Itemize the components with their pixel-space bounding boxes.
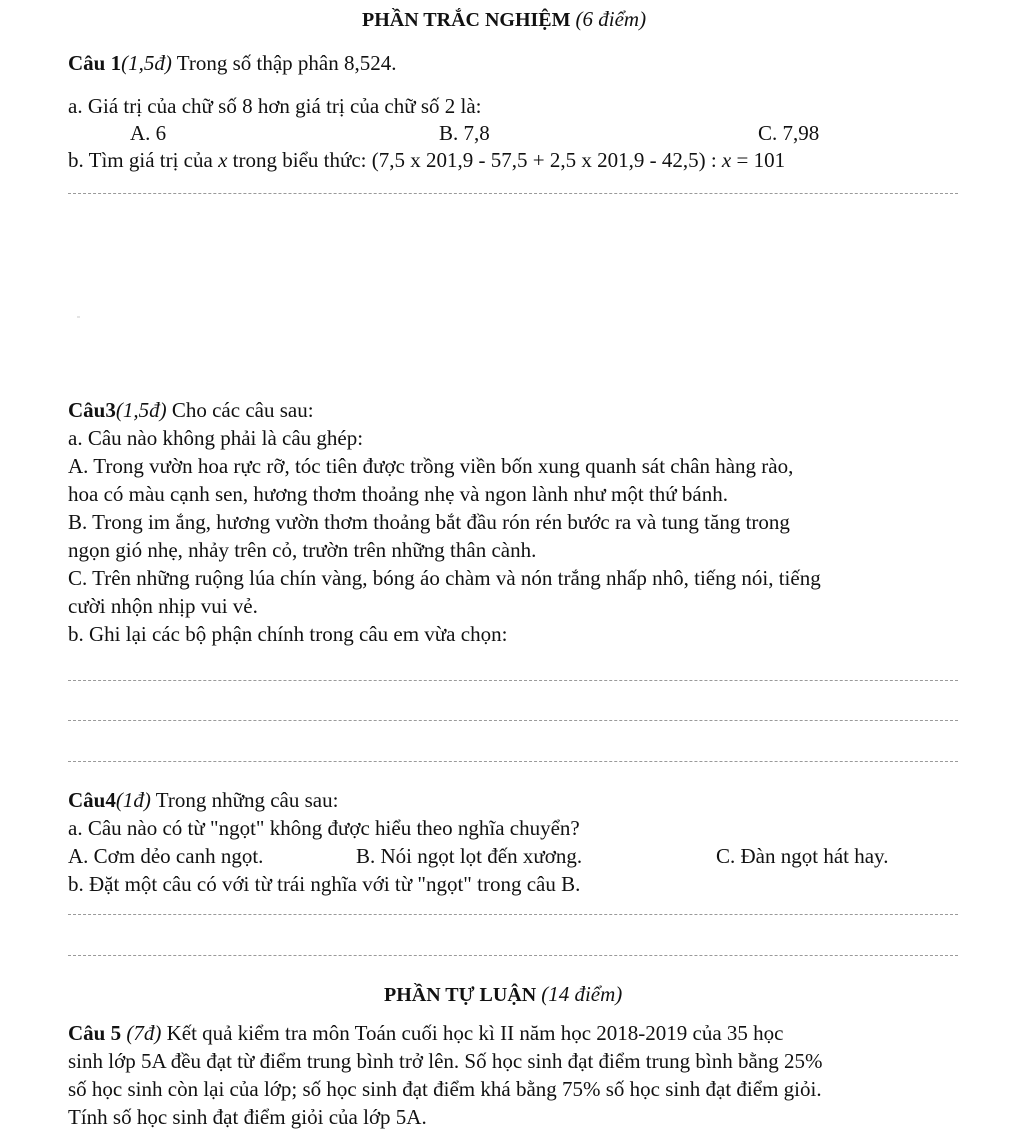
section-title-text: PHẦN TỰ LUẬN bbox=[384, 984, 537, 1006]
question-label: Câu3 bbox=[68, 398, 116, 422]
question-4a-text: a. Câu nào có từ "ngọt" không được hiểu theo nghĩa chuyển? bbox=[68, 816, 580, 840]
answer-line bbox=[68, 761, 958, 762]
question-points: (1,5đ) bbox=[115, 398, 167, 422]
question-label: Câu 5 bbox=[68, 1021, 122, 1045]
question-3-header bbox=[68, 397, 314, 424]
answer-line bbox=[68, 955, 958, 956]
question-label: Câu 1 bbox=[68, 51, 122, 75]
question-1-header bbox=[68, 50, 396, 77]
question-label: Câu4 bbox=[68, 788, 116, 812]
section-title-essay bbox=[384, 981, 622, 1009]
question-1b-expression: trong biểu thức: (7,5 x 201,9 - 57,5 + 2,5 x 201,9 - 42,5) : bbox=[227, 148, 722, 172]
question-text: Kết quả kiểm tra môn Toán cuối học kì II năm học 2018-2019 của 35 học bbox=[161, 1021, 784, 1045]
answer-option-b: B. 7,8 bbox=[439, 121, 490, 145]
section-points: (6 điểm) bbox=[575, 7, 647, 31]
question-points: (1,5đ) bbox=[121, 51, 172, 75]
variable-x: x bbox=[721, 148, 732, 172]
section-title-multiple-choice bbox=[362, 6, 646, 34]
question-1b-prefix: b. Tìm giá trị của bbox=[68, 148, 219, 172]
question-3a-text: a. Câu nào không phải là câu ghép: bbox=[68, 426, 364, 450]
answer-option-b: B. Nói ngọt lọt đến xương. bbox=[356, 844, 583, 868]
question-text: Cho các câu sau: bbox=[166, 398, 314, 422]
question-points: (7đ) bbox=[126, 1021, 162, 1045]
option-c-line-1: C. Trên những ruộng lúa chín vàng, bóng áo chàm và nón trắng nhấp nhô, tiếng nói, tiếng bbox=[68, 566, 821, 590]
question-5-line-4: Tính số học sinh đạt điểm giỏi của lớp 5A. bbox=[68, 1105, 427, 1129]
answer-line bbox=[68, 914, 958, 915]
answer-option-c: C. Đàn ngọt hát hay. bbox=[716, 844, 889, 868]
answer-option-c: C. 7,98 bbox=[758, 121, 820, 145]
question-5-line-1 bbox=[68, 1020, 784, 1047]
question-5-line-2: sinh lớp 5A đều đạt từ điểm trung bình trở lên. Số học sinh đạt điểm trung bình bằng 25% bbox=[68, 1049, 823, 1073]
option-b-line-1: B. Trong im ắng, hương vườn thơm thoảng bắt đầu rón rén bước ra và tung tăng trong bbox=[68, 510, 790, 534]
answer-option-a: A. 6 bbox=[130, 121, 167, 145]
scan-artifact bbox=[77, 316, 80, 318]
question-points: (1đ) bbox=[115, 788, 151, 812]
answer-line bbox=[68, 720, 958, 721]
question-3b-text: b. Ghi lại các bộ phận chính trong câu em vừa chọn: bbox=[68, 622, 508, 646]
section-title-text: PHẦN TRẮC NGHIỆM bbox=[362, 9, 571, 31]
question-1b-result: = 101 bbox=[731, 148, 786, 172]
question-5-line-3: số học sinh còn lại của lớp; số học sinh đạt điểm khá bằng 75% số học sinh đạt điểm giỏi. bbox=[68, 1077, 822, 1101]
section-points: (14 điểm) bbox=[541, 982, 623, 1006]
option-b-line-2: ngọn gió nhẹ, nhảy trên cỏ, trườn trên những thân cành. bbox=[68, 538, 537, 562]
answer-line bbox=[68, 193, 958, 194]
question-1a-text: a. Giá trị của chữ số 8 hơn giá trị của chữ số 2 là: bbox=[68, 94, 482, 118]
option-a-line-2: hoa có màu cạnh sen, hương thơm thoảng nhẹ và ngon lành như một thứ bánh. bbox=[68, 482, 728, 506]
question-4-header bbox=[68, 787, 338, 814]
question-1b-text bbox=[68, 147, 785, 174]
answer-line bbox=[68, 680, 958, 681]
question-text: Trong số thập phân 8,524. bbox=[171, 51, 397, 75]
variable-x: x bbox=[218, 148, 228, 172]
question-text: Trong những câu sau: bbox=[150, 788, 339, 812]
answer-option-a: A. Cơm dẻo canh ngọt. bbox=[68, 844, 264, 868]
question-4b-text: b. Đặt một câu có với từ trái nghĩa với từ "ngọt" trong câu B. bbox=[68, 872, 581, 896]
option-c-line-2: cười nhộn nhịp vui vẻ. bbox=[68, 594, 258, 618]
option-a-line-1: A. Trong vườn hoa rực rỡ, tóc tiên được trồng viền bốn xung quanh sát chân hàng rào, bbox=[68, 454, 794, 478]
